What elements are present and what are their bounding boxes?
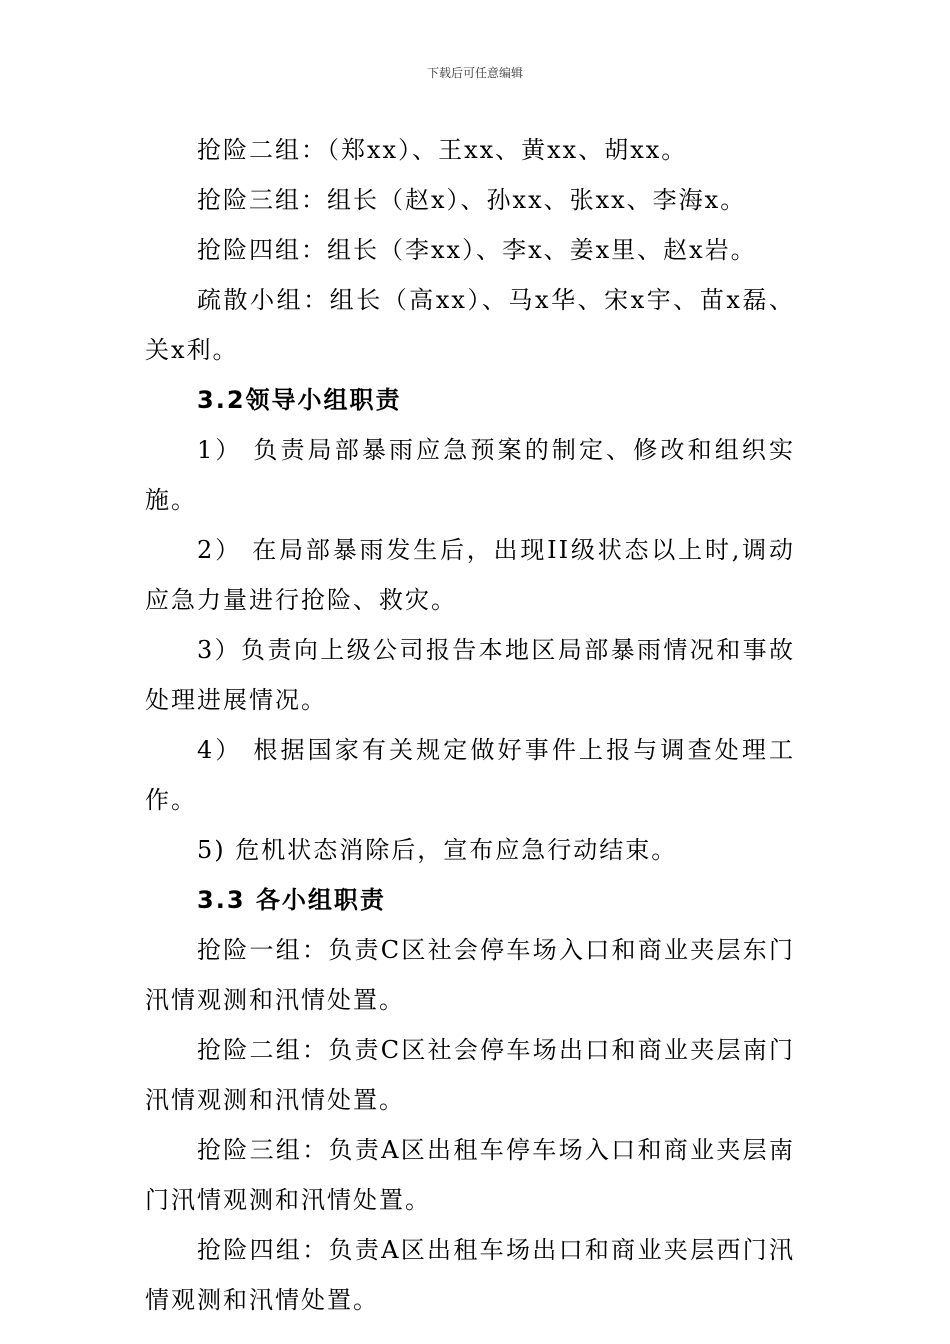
rescue-team-3-members: 抢险三组：组长（赵x）、孙xx、张xx、李海x。 [197, 186, 747, 214]
rescue-team-4-members: 抢险四组：组长（李xx）、李x、姜x里、赵x岩。 [197, 236, 757, 264]
team-2-duty: 抢险二组：负责C区社会停车场出口和商业夹层南门汛情观测和汛情处置。 [145, 1036, 795, 1114]
leader-duty-3: 3）负责向上级公司报告本地区局部暴雨情况和事故处理进展情况。 [145, 636, 795, 714]
evacuation-team-members: 疏散小组：组长（高xx）、马x华、宋x宇、苗x磊、关x利。 [145, 286, 795, 364]
leader-duty-1: 1） 负责局部暴雨应急预案的制定、修改和组织实施。 [145, 436, 795, 514]
document-body [145, 125, 795, 1325]
leader-duty-2: 2） 在局部暴雨发生后，出现II级状态以上时,调动应急力量进行抢险、救灾。 [145, 536, 795, 614]
leader-duty-4: 4） 根据国家有关规定做好事件上报与调查处理工作。 [145, 736, 795, 814]
leader-duty-5: 5) 危机状态消除后，宣布应急行动结束。 [197, 836, 678, 864]
team-3-duty: 抢险三组：负责A区出租车停车场入口和商业夹层南门汛情观测和汛情处置。 [145, 1136, 795, 1214]
section-heading-3-3: 3.3 各小组职责 [197, 886, 386, 914]
page-header: 下载后可任意编辑 [426, 66, 523, 80]
team-4-duty: 抢险四组：负责A区出租车场出口和商业夹层西门汛情观测和汛情处置。 [145, 1236, 795, 1314]
section-heading-3-2: 3.2领导小组职责 [197, 386, 402, 414]
rescue-team-2-members: 抢险二组：（郑xx）、王xx、黄xx、胡xx。 [197, 136, 688, 164]
team-1-duty: 抢险一组：负责C区社会停车场入口和商业夹层东门汛情观测和汛情处置。 [145, 936, 795, 1014]
